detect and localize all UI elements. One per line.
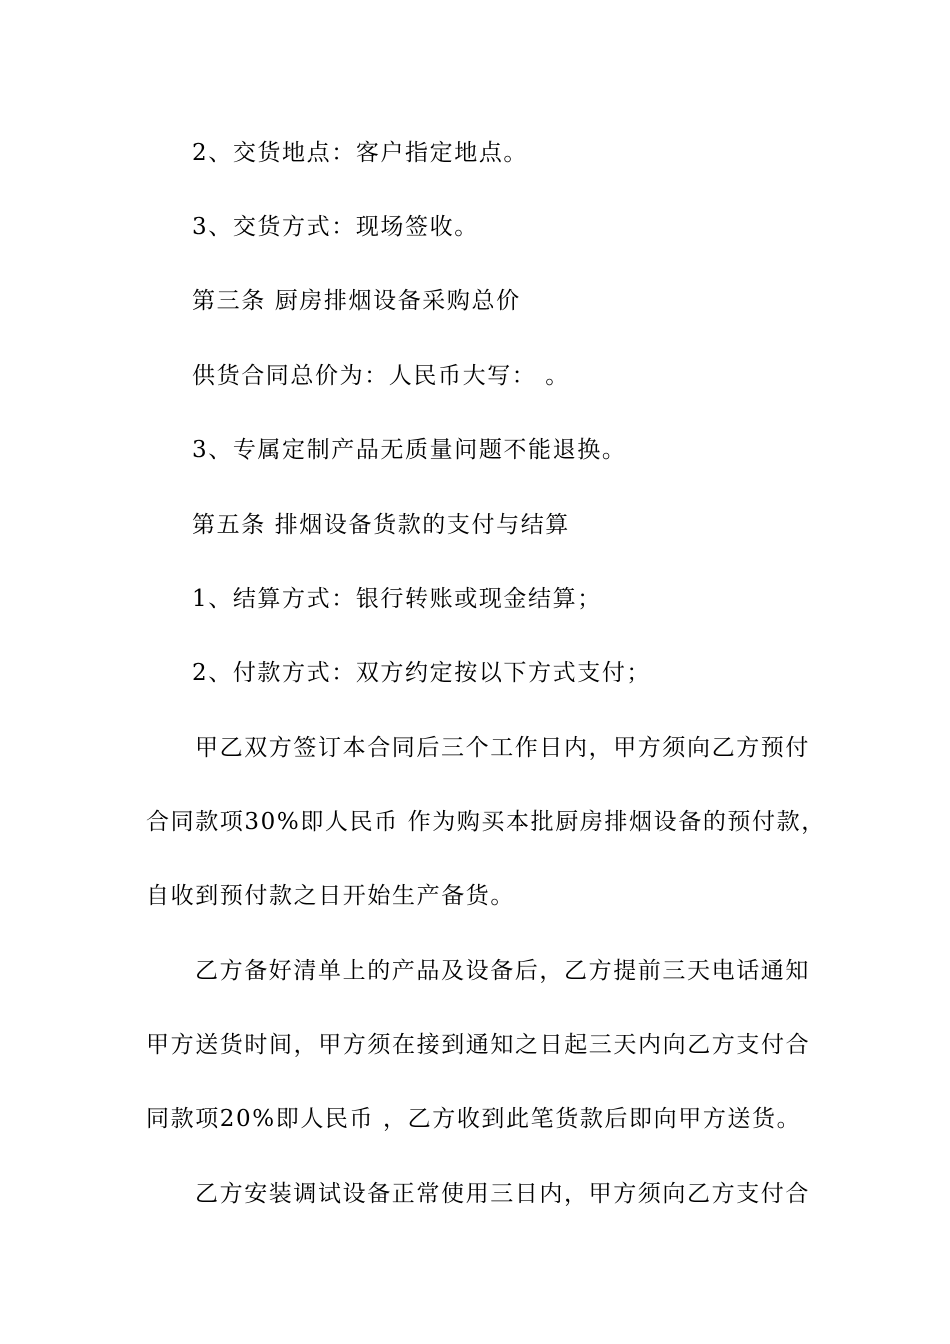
delivery-payment-paragraph-line-1: 乙方备好清单上的产品及设备后，乙方提前三天电话通知 bbox=[195, 958, 810, 984]
delivery-location-line: 2、交货地点：客户指定地点。 bbox=[192, 140, 529, 166]
total-price-line: 供货合同总价为：人民币大写： 。 bbox=[192, 363, 570, 389]
delivery-payment-paragraph-line-3: 同款项20%即人民币 ，乙方收到此笔货款后即向甲方送货。 bbox=[146, 1106, 802, 1132]
article-three-heading: 第三条 厨房排烟设备采购总价 bbox=[192, 288, 521, 314]
settlement-method-line: 1、结算方式：银行转账或现金结算； bbox=[192, 586, 602, 612]
installation-payment-paragraph-line-1: 乙方安装调试设备正常使用三日内，甲方须向乙方支付合 bbox=[195, 1181, 810, 1207]
payment-method-line: 2、付款方式：双方约定按以下方式支付； bbox=[192, 660, 652, 686]
prepayment-paragraph-line-3: 自收到预付款之日开始生产备货。 bbox=[146, 883, 515, 909]
prepayment-paragraph-line-2: 合同款项30%即人民币 作为购买本批厨房排烟设备的预付款， bbox=[146, 809, 826, 835]
delivery-method-line: 3、交货方式：现场签收。 bbox=[192, 214, 479, 240]
delivery-payment-paragraph-line-2: 甲方送货时间，甲方须在接到通知之日起三天内向乙方支付合 bbox=[146, 1032, 811, 1058]
article-five-heading: 第五条 排烟设备货款的支付与结算 bbox=[192, 512, 570, 538]
custom-product-line: 3、专属定制产品无质量问题不能退换。 bbox=[192, 437, 627, 463]
prepayment-paragraph-line-1: 甲乙双方签订本合同后三个工作日内，甲方须向乙方预付 bbox=[195, 735, 810, 761]
